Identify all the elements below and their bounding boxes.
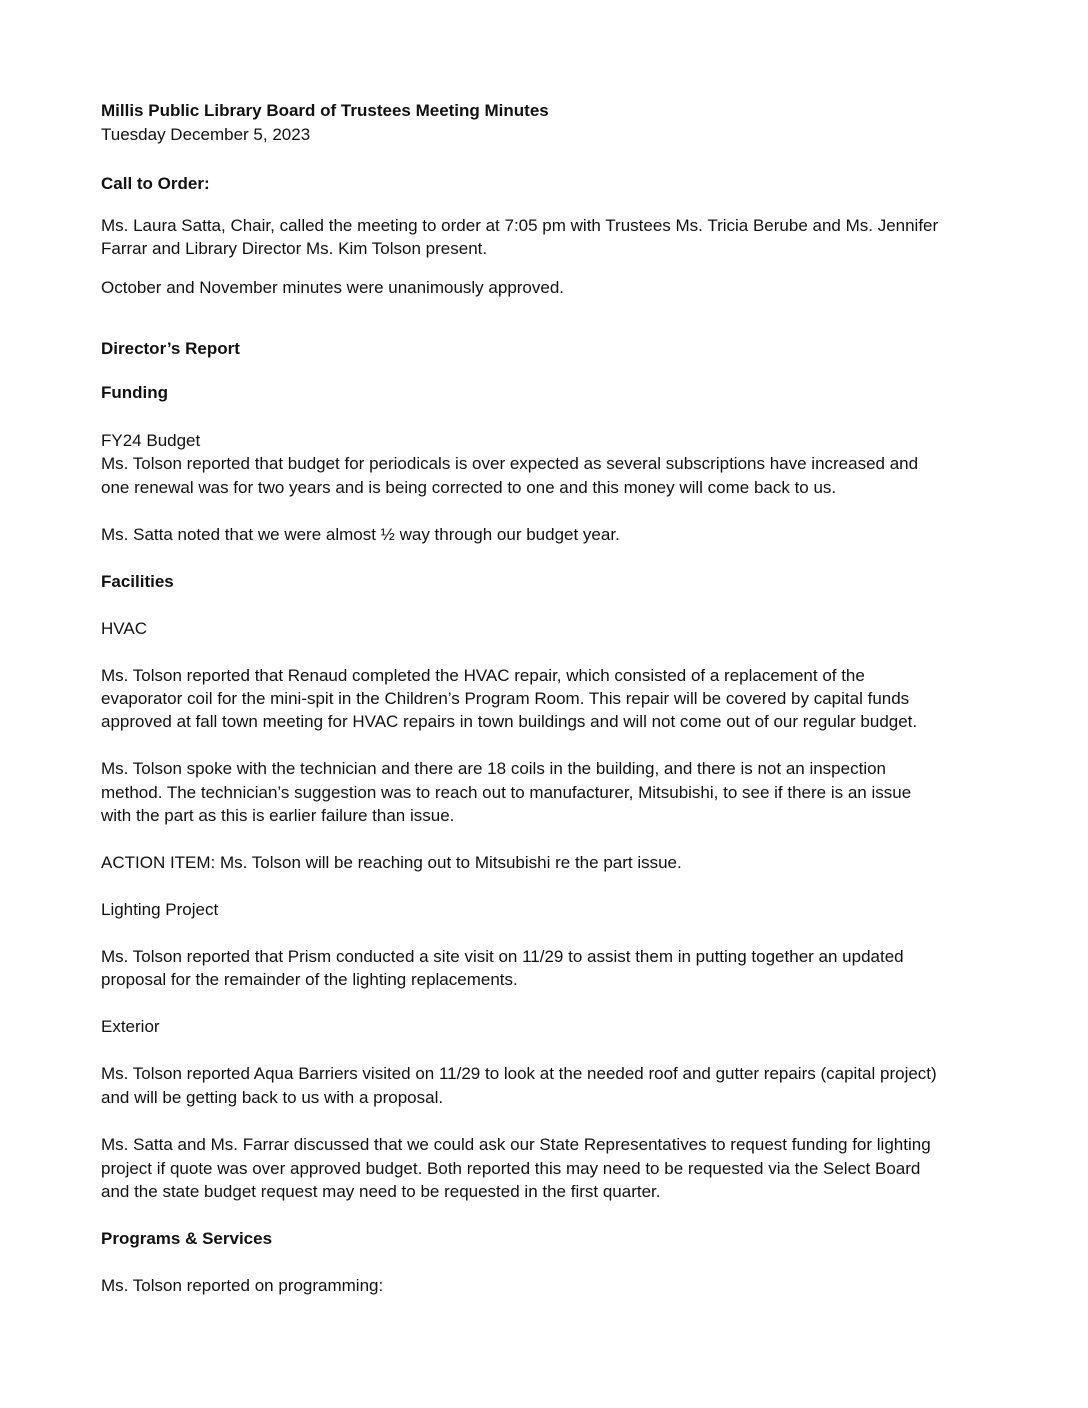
document-title: Millis Public Library Board of Trustees Meeting Minutes	[101, 101, 549, 120]
lighting-project-subheading: Lighting Project	[101, 900, 219, 919]
exterior-text-line-2: and will be getting back to us with a proposal.	[101, 1088, 444, 1107]
programs-services-heading: Programs & Services	[101, 1229, 273, 1248]
hvac-repair-line-1: Ms. Tolson reported that Renaud completed the HVAC repair, which consisted of a replacement of the	[101, 666, 865, 685]
funding-discussion-line-3: and the state budget request may need to be requested in the first quarter.	[101, 1182, 661, 1201]
hvac-technician-line-1: Ms. Tolson spoke with the technician and there are 18 coils in the building, and there is not an inspection	[101, 759, 887, 778]
lighting-text-line-2: proposal for the remainder of the lighting replacements.	[101, 970, 518, 989]
lighting-text-line-1: Ms. Tolson reported that Prism conducted a site visit on 11/29 to assist them in putting together an updated	[101, 947, 904, 966]
programs-intro: Ms. Tolson reported on programming:	[101, 1276, 384, 1295]
exterior-text-line-1: Ms. Tolson reported Aqua Barriers visited on 11/29 to look at the needed roof and gutter repairs (capital project)	[101, 1064, 937, 1083]
fy24-budget-subheading: FY24 Budget	[101, 431, 201, 450]
minutes-approval: October and November minutes were unanimously approved.	[101, 278, 565, 297]
exterior-subheading: Exterior	[101, 1017, 160, 1036]
budget-note-line-2: one renewal was for two years and is being corrected to one and this money will come back to us.	[101, 478, 837, 497]
attendance-line-1: Ms. Laura Satta, Chair, called the meeting to order at 7:05 pm with Trustees Ms. Tricia Berube and Ms. Jennifer	[101, 216, 939, 235]
hvac-repair-line-3: approved at fall town meeting for HVAC repairs in town buildings and will not come out of our regular budget.	[101, 712, 918, 731]
funding-heading: Funding	[101, 383, 169, 402]
facilities-heading: Facilities	[101, 572, 174, 591]
funding-discussion-line-1: Ms. Satta and Ms. Farrar discussed that we could ask our State Representatives to request funding for lighting	[101, 1135, 931, 1154]
budget-note-line-1: Ms. Tolson reported that budget for periodicals is over expected as several subscriptions have increased and	[101, 454, 919, 473]
directors-report-heading: Director’s Report	[101, 339, 240, 358]
hvac-technician-line-3: with the part as this is earlier failure than issue.	[101, 806, 455, 825]
funding-discussion-line-2: project if quote was over approved budget. Both reported this may need to be requested via the Select Board	[101, 1159, 921, 1178]
call-to-order-heading: Call to Order:	[101, 174, 210, 193]
hvac-technician-line-2: method. The technician’s suggestion was to reach out to manufacturer, Mitsubishi, to see if there is an issue	[101, 783, 912, 802]
budget-year-note: Ms. Satta noted that we were almost ½ way through our budget year.	[101, 525, 620, 544]
hvac-repair-line-2: evaporator coil for the mini-spit in the Children’s Program Room. This repair will be covered by capital funds	[101, 689, 910, 708]
hvac-subheading: HVAC	[101, 619, 147, 638]
meeting-date: Tuesday December 5, 2023	[101, 125, 311, 144]
attendance-line-2: Farrar and Library Director Ms. Kim Tolson present.	[101, 239, 488, 258]
action-item: ACTION ITEM: Ms. Tolson will be reaching out to Mitsubishi re the part issue.	[101, 853, 682, 872]
